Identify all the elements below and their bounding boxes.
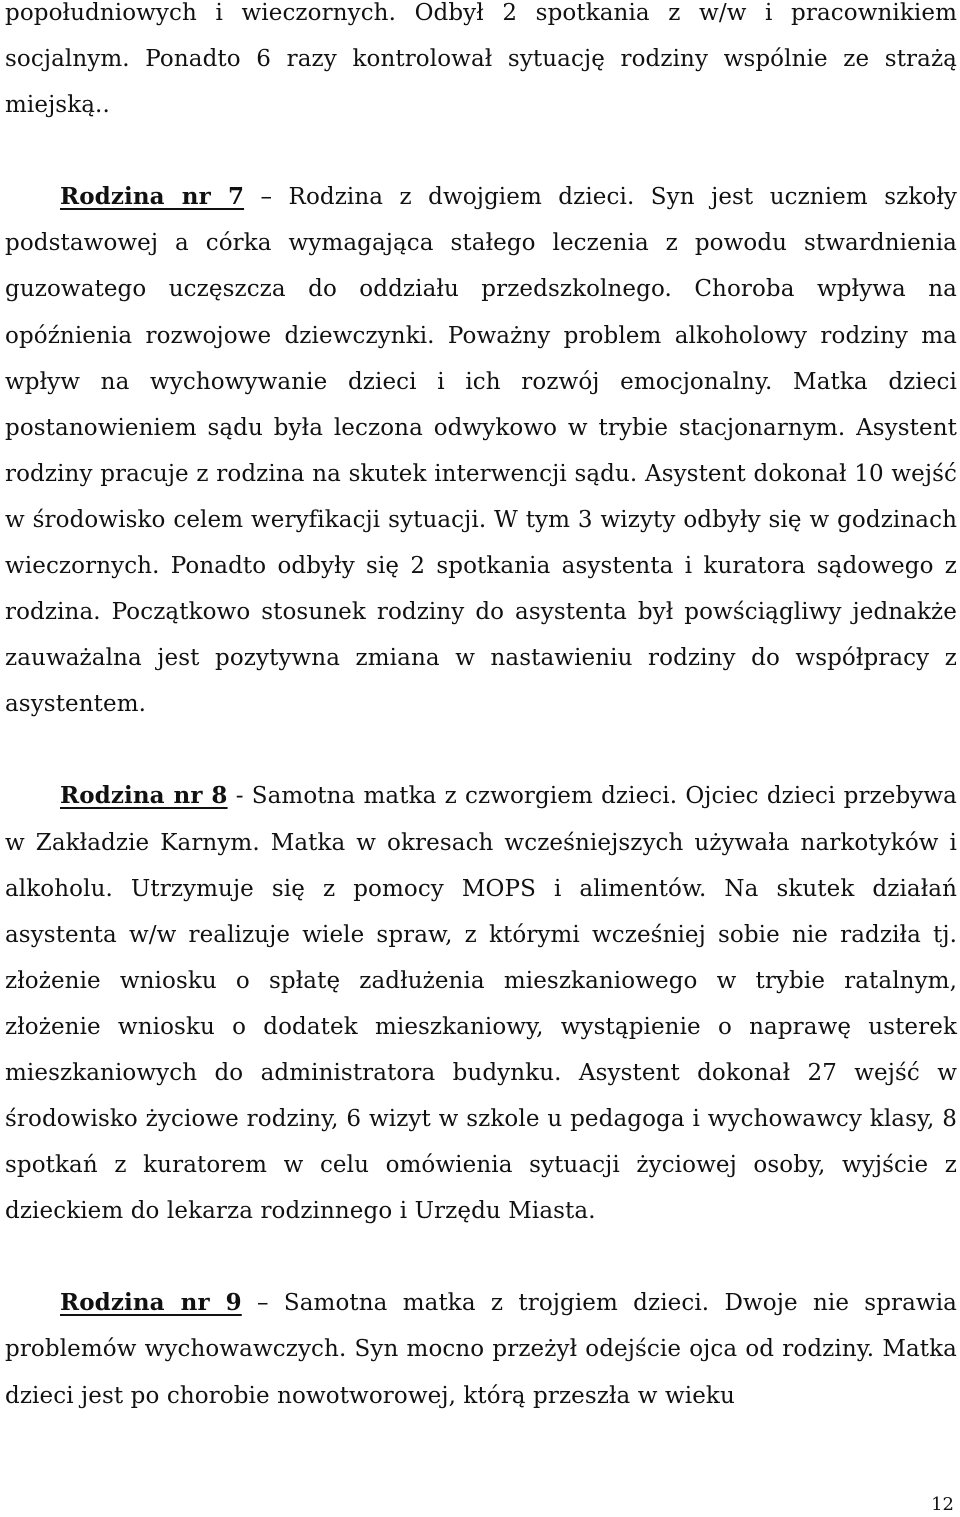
document-page (5, 0, 957, 1419)
paragraph-family-8 (5, 773, 957, 1234)
family-9-text: – Samotna matka z trojgiem dzieci. Dwoje nie sprawia problemów wychowawczych. Syn mocno przeżył odejście ojca od rodziny. Matka dzieci jest po chorobie nowotworowej, którą przeszła w wieku (5, 1290, 957, 1409)
paragraph-family-7 (5, 174, 957, 727)
family-7-text: – Rodzina z dwojgiem dzieci. Syn jest uczniem szkoły podstawowej a córka wymagająca stałego leczenia z powodu stwardnienia guzowatego uczęszcza do oddziału przedszkolnego. Choroba wpływa na opóźnienia rozwojowe dziewczynki. Poważny problem alkoholowy rodziny ma wpływ na wychowywanie dzieci i ich rozwój emocjonalny. Matka dzieci postanowieniem sądu była leczona odwykowo w trybie stacjonarnym. Asystent rodziny pracuje z rodzina na skutek interwencji sądu. Asystent dokonał 10 wejść w środowisko celem weryfikacji sytuacji. W tym 3 wizyty odbyły się w godzinach wieczornych. Ponadto odbyły się 2 spotkania asystenta i kuratora sądowego z rodzina. Początkowo stosunek rodziny do asystenta był powściągliwy jednakże zauważalna jest pozytywna zmiana w nastawieniu rodziny do współpracy z asystentem. (5, 184, 957, 718)
paragraph-spacer (5, 727, 957, 773)
family-9-heading: Rodzina nr 9 (60, 1289, 242, 1317)
family-7-heading: Rodzina nr 7 (60, 183, 245, 211)
paragraph-intro-text: popołudniowych i wieczornych. Odbył 2 spotkania z w/w i pracownikiem socjalnym. Ponadto 6 razy kontrolował sytuację rodziny wspólnie ze strażą miejską.. (5, 0, 957, 119)
paragraph-intro (5, 0, 957, 128)
family-8-heading: Rodzina nr 8 (60, 782, 228, 810)
paragraph-family-9 (5, 1280, 957, 1418)
page-number: 12 (931, 1494, 954, 1515)
family-8-text: - Samotna matka z czworgiem dzieci. Ojciec dzieci przebywa w Zakładzie Karnym. Matka w okresach wcześniejszych używała narkotyków i alkoholu. Utrzymuje się z pomocy MOPS i alimentów. Na skutek działań asystenta w/w realizuje wiele spraw, z którymi wcześniej sobie nie radziła tj. złożenie wniosku o spłatę zadłużenia mieszkaniowego w trybie ratalnym, złożenie wniosku o dodatek mieszkaniowy, wystąpienie o naprawę usterek mieszkaniowych do administratora budynku. Asystent dokonał 27 wejść w środowisko życiowe rodziny, 6 wizyt w szkole u pedagoga i wychowawcy klasy, 8 spotkań z kuratorem w celu omówienia sytuacji życiowej osoby, wyjście z dzieckiem do lekarza rodzinnego i Urzędu Miasta. (5, 783, 957, 1225)
paragraph-spacer (5, 128, 957, 174)
paragraph-spacer (5, 1234, 957, 1280)
